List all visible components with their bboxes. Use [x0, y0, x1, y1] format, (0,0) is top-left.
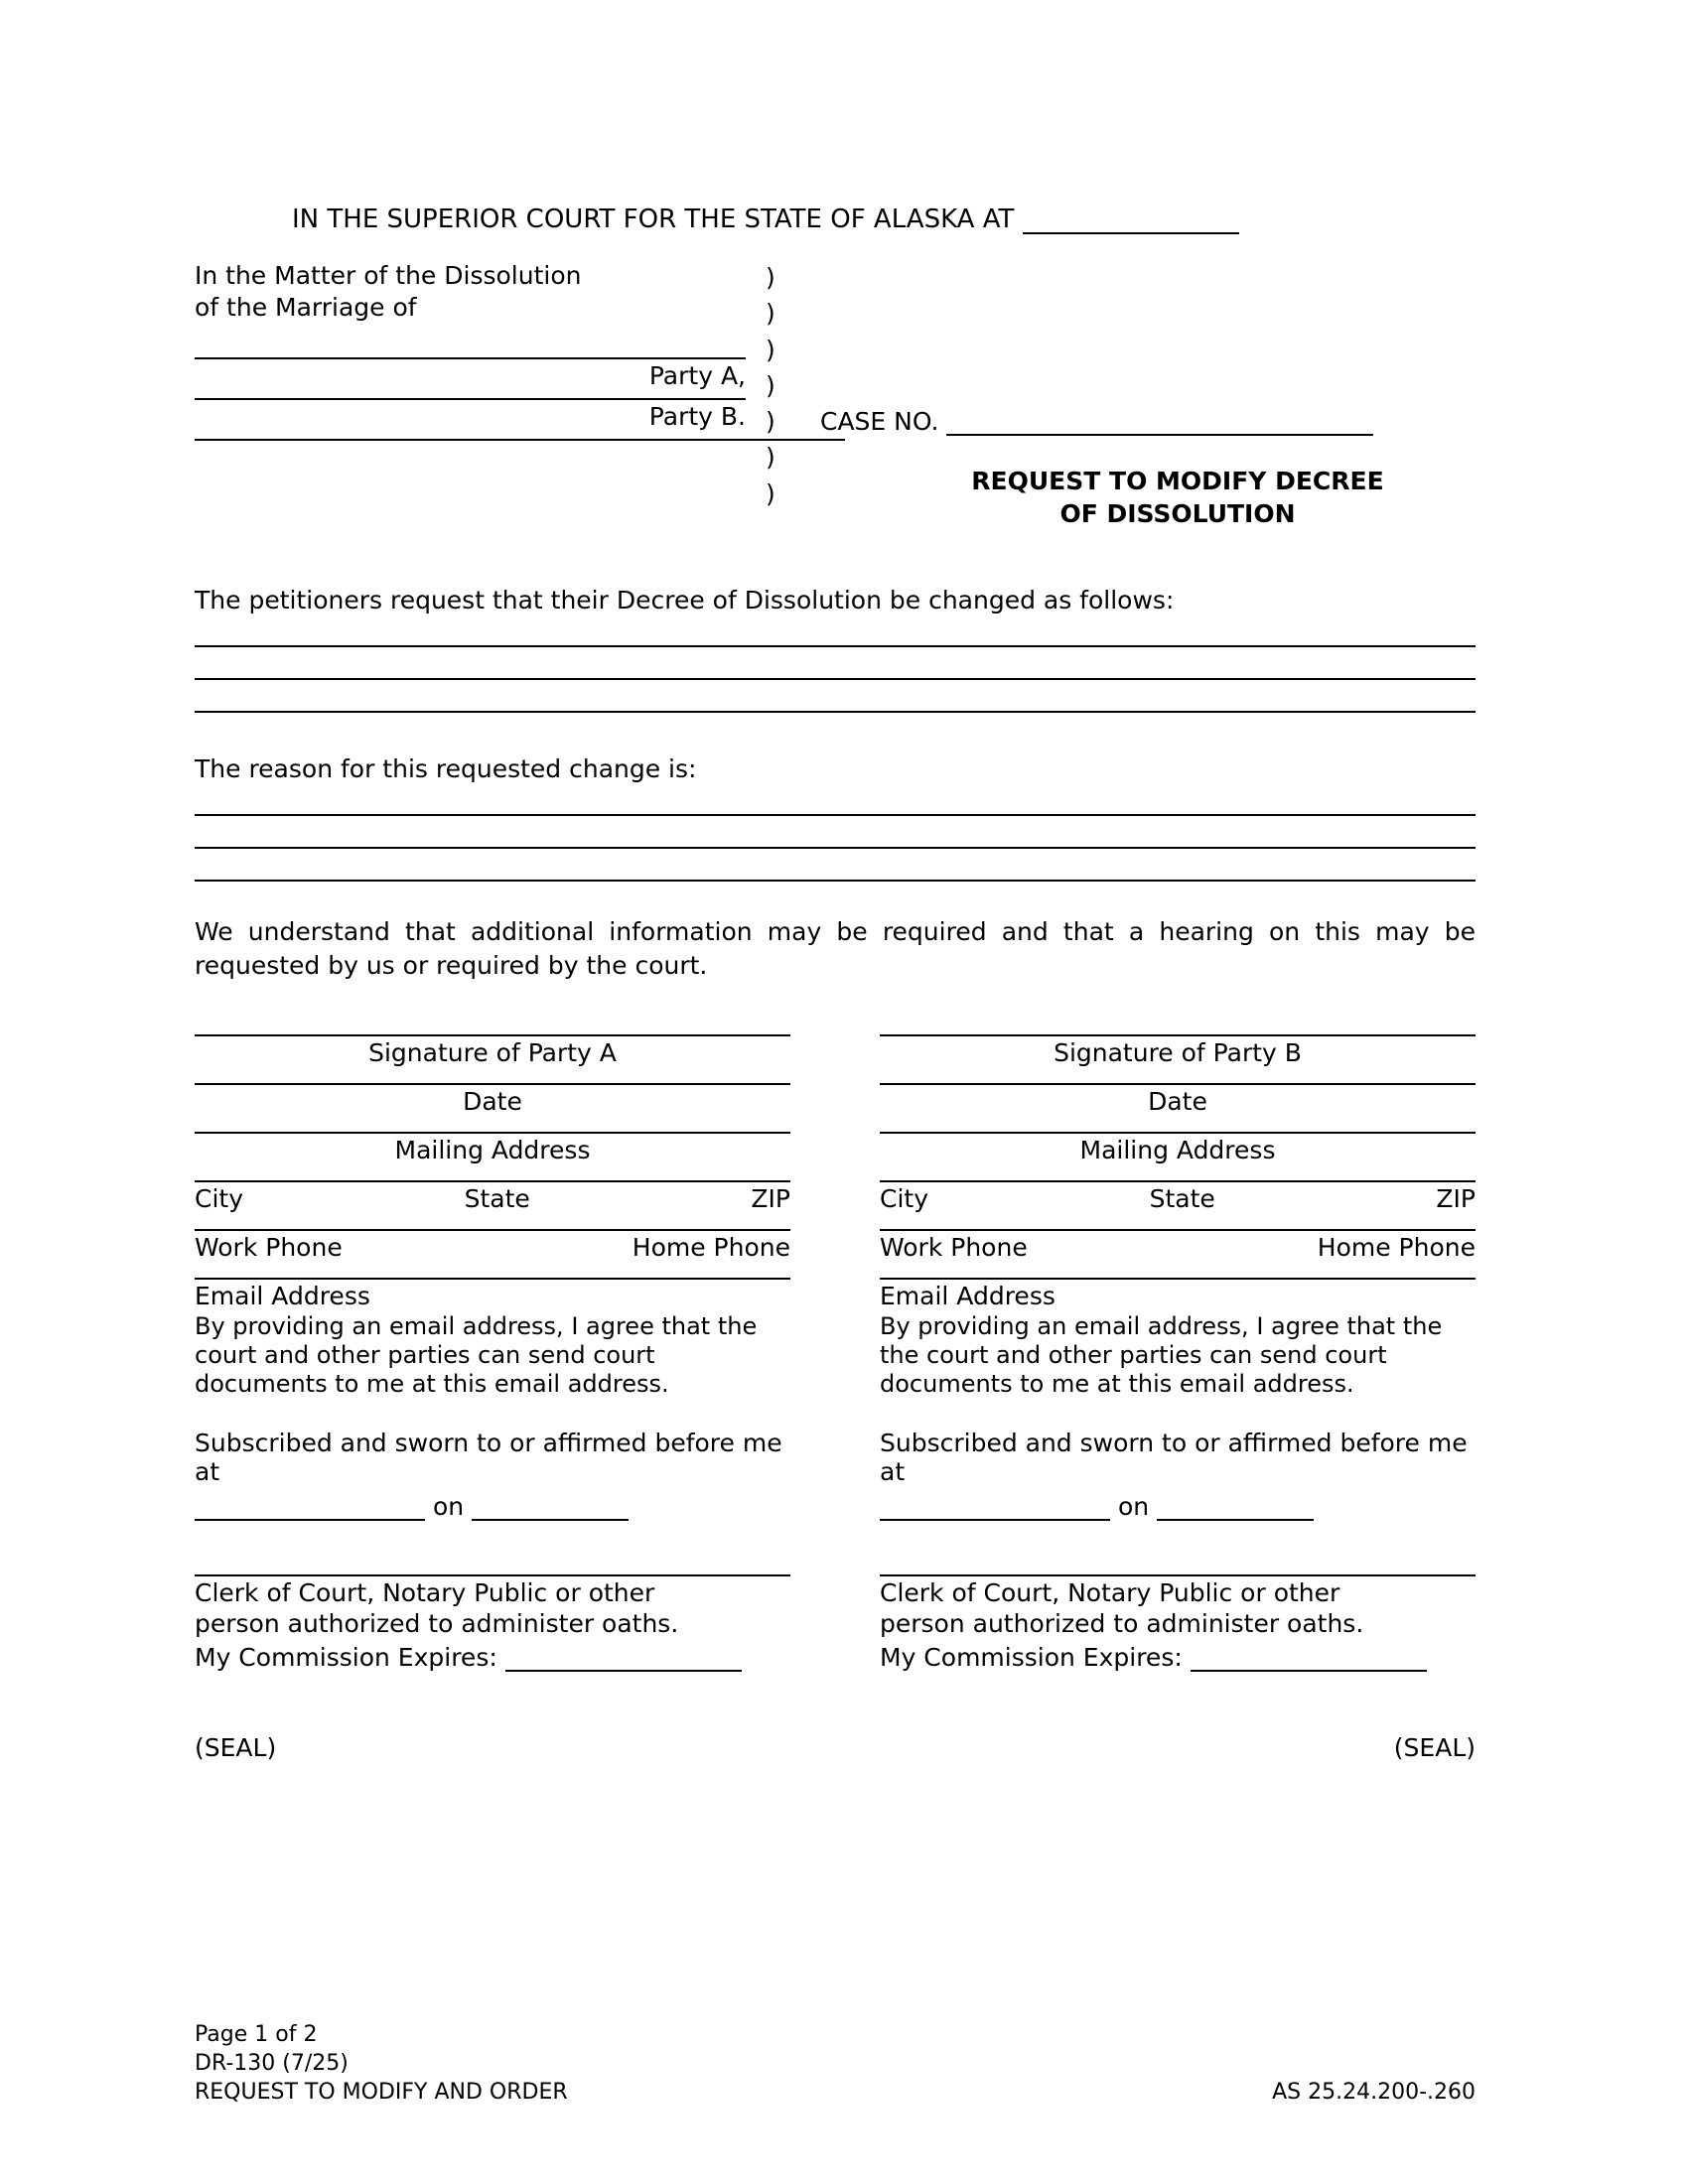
party-b-notary-line-1: Clerk of Court, Notary Public or other	[880, 1578, 1340, 1608]
party-b-state-label: State	[1149, 1183, 1215, 1213]
case-number-blank[interactable]	[946, 410, 1373, 436]
party-b-work-phone-label: Work Phone	[880, 1232, 1028, 1262]
party-b-on-word: on	[1117, 1492, 1150, 1522]
party-a-notary-line-2: person authorized to administer oaths.	[195, 1608, 679, 1638]
party-a-sworn-location-blank[interactable]	[195, 1495, 425, 1521]
request-blank-1[interactable]	[195, 645, 1476, 647]
party-a-date-label: Date	[463, 1086, 522, 1116]
party-b-email-label: Email Address	[880, 1281, 1056, 1310]
party-a-email-consent-line-2: court and other parties can send court	[195, 1340, 655, 1369]
reason-blank-2[interactable]	[195, 847, 1476, 849]
party-a-commission-label: My Commission Expires:	[195, 1643, 497, 1673]
party-b-column	[880, 1034, 1476, 1673]
court-location-blank[interactable]	[1023, 208, 1239, 234]
party-b-sworn-date-blank[interactable]	[1157, 1495, 1314, 1521]
party-b-email-consent-line-1: By providing an email address, I agree that the	[880, 1311, 1443, 1340]
party-a-email-consent-line-3: documents to me at this email address.	[195, 1370, 669, 1399]
party-b-zip-label: ZIP	[1436, 1183, 1476, 1213]
signature-columns	[195, 1034, 1476, 1673]
request-blank-2[interactable]	[195, 678, 1476, 680]
party-b-commission-label: My Commission Expires:	[880, 1643, 1183, 1673]
party-a-notary-line-1: Clerk of Court, Notary Public or other	[195, 1578, 655, 1608]
party-a-work-phone-label: Work Phone	[195, 1232, 343, 1262]
caption-parens	[766, 260, 775, 512]
paren-5: )	[766, 407, 775, 436]
party-b-email-consent-line-3: documents to me at this email address.	[880, 1370, 1354, 1399]
party-a-phone-labels	[195, 1231, 790, 1278]
paren-2: )	[766, 299, 775, 329]
party-a-sworn-location-line	[195, 1486, 790, 1521]
caption-bottom-rule	[195, 439, 845, 441]
party-b-city-label: City	[880, 1183, 928, 1213]
party-b-notary-text	[880, 1576, 1476, 1639]
party-b-email-consent-line-2: the court and other parties can send court	[880, 1340, 1387, 1369]
party-a-commission-blank[interactable]	[505, 1646, 742, 1672]
party-a-city-state-zip-labels	[195, 1182, 790, 1229]
party-b-sworn-location-line	[880, 1486, 1476, 1521]
party-b-sworn-location-blank[interactable]	[880, 1495, 1110, 1521]
party-a-label: Party A,	[648, 361, 746, 390]
party-b-mailing-label: Mailing Address	[1079, 1135, 1276, 1164]
footer-form-number: DR-130 (7/25)	[195, 2050, 349, 2076]
party-b-email-consent	[880, 1310, 1476, 1400]
party-b-seal: (SEAL)	[1393, 1733, 1476, 1763]
document-title-line-2: OF DISSOLUTION	[1059, 498, 1296, 528]
party-a-email-consent	[195, 1310, 790, 1400]
party-b-city-state-zip-labels	[880, 1182, 1476, 1229]
court-header-text: IN THE SUPERIOR COURT FOR THE STATE OF ALASKA AT	[292, 205, 1015, 234]
case-number-label: CASE NO.	[820, 407, 939, 436]
paren-1: )	[766, 263, 775, 292]
party-b-phone-labels	[880, 1231, 1476, 1278]
party-b-notary-line-2: person authorized to administer oaths.	[880, 1608, 1364, 1638]
party-a-zip-label: ZIP	[751, 1183, 790, 1213]
reason-blank-1[interactable]	[195, 814, 1476, 816]
document-title	[820, 436, 1476, 530]
paren-4: )	[766, 370, 775, 400]
document-title-line-1: REQUEST TO MODIFY DECREE	[971, 467, 1384, 495]
party-a-mailing-label: Mailing Address	[394, 1135, 591, 1164]
footer-form-title: REQUEST TO MODIFY AND ORDER	[195, 2079, 568, 2105]
paren-6: )	[766, 443, 775, 473]
party-a-home-phone-label: Home Phone	[632, 1232, 790, 1262]
party-a-state-label: State	[464, 1183, 530, 1213]
party-a-city-label: City	[195, 1183, 243, 1213]
footer-page-number: Page 1 of 2	[195, 2021, 318, 2047]
seal-row	[195, 1733, 1476, 1762]
footer-statute: AS 25.24.200-.260	[1272, 2079, 1476, 2105]
party-a-email-label: Email Address	[195, 1281, 370, 1310]
court-header	[292, 205, 1476, 234]
party-b-date-label: Date	[1148, 1086, 1207, 1116]
party-a-sworn-text: Subscribed and sworn to or affirmed before me at	[195, 1429, 782, 1487]
matter-line-1: In the Matter of the Dissolution	[195, 261, 582, 290]
party-a-commission-line	[195, 1639, 790, 1672]
party-a-seal: (SEAL)	[195, 1733, 277, 1763]
page-footer	[195, 2020, 1476, 2107]
party-a-notary-text	[195, 1576, 790, 1639]
party-b-commission-line	[880, 1639, 1476, 1672]
party-a-on-word: on	[432, 1492, 465, 1522]
caption-right	[820, 260, 1476, 530]
caption-left	[195, 260, 850, 441]
party-a-signature-label: Signature of Party A	[368, 1037, 617, 1067]
party-b-commission-blank[interactable]	[1191, 1646, 1427, 1672]
footer-bottom-row	[195, 2078, 1476, 2107]
party-b-home-phone-label: Home Phone	[1317, 1232, 1476, 1262]
caption-block	[195, 260, 1476, 578]
understanding-paragraph: We understand that additional information may be required and that a hearing on this may be requested by us or required by the court.	[195, 917, 1476, 980]
party-b-sworn-text: Subscribed and sworn to or affirmed before me at	[880, 1429, 1468, 1487]
document-content	[195, 205, 1476, 1762]
case-number-line	[820, 260, 1476, 436]
party-a-column	[195, 1034, 790, 1673]
request-prompt: The petitioners request that their Decree of Dissolution be changed as follows:	[195, 586, 1175, 614]
matter-line-2: of the Marriage of	[195, 293, 417, 322]
party-b-signature-label: Signature of Party B	[1054, 1037, 1302, 1067]
paren-3: )	[766, 335, 775, 364]
paren-7: )	[766, 478, 775, 508]
reason-prompt: The reason for this requested change is:	[195, 754, 697, 783]
party-a-email-consent-line-1: By providing an email address, I agree that the	[195, 1311, 758, 1340]
party-a-sworn-date-blank[interactable]	[472, 1495, 629, 1521]
party-b-label: Party B.	[648, 402, 746, 431]
